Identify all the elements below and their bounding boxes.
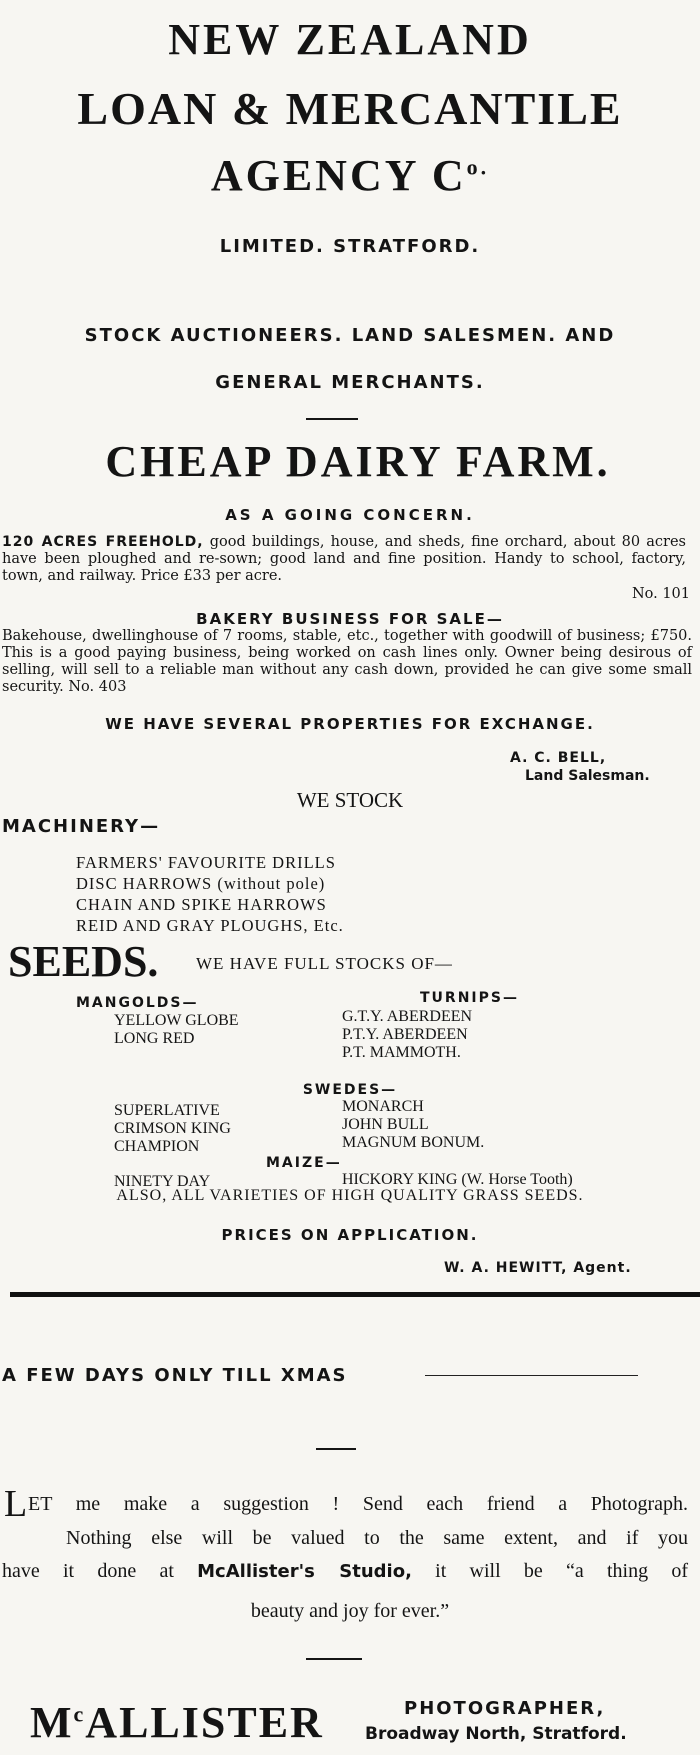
- services-line1: STOCK AUCTIONEERS. LAND SALESMEN. AND: [84, 325, 616, 346]
- suggestion-text: it will be “a thing of: [411, 1560, 688, 1582]
- turnip-item: G.T.Y. ABERDEEN: [342, 1008, 473, 1025]
- turnip-item: P.T. MAMMOTH.: [342, 1044, 461, 1061]
- brand-prefix: M: [30, 1698, 74, 1747]
- machinery-item: DISC HARROWS (without pole): [76, 874, 326, 893]
- suggestion-line1: ET me make a suggestion ! Send each friend a Photograph.: [28, 1493, 688, 1515]
- brand-rest: ALLISTER: [85, 1698, 324, 1747]
- swede-item: CHAMPION: [114, 1138, 200, 1155]
- bakery-description: Bakehouse, dwellinghouse of 7 rooms, stable, etc., together with goodwill of business; £750. This is a good paying business, being worked on cash lines only. Owner being desirous of selling, will sell to a reliable man without any cash down, provided he can give some small security. No. 403: [2, 628, 692, 695]
- bell-title: Land Salesman.: [525, 768, 650, 784]
- agent-signature: W. A. HEWITT, Agent.: [444, 1260, 632, 1276]
- turnips-list: [342, 1008, 472, 1062]
- seeds-intro: WE HAVE FULL STOCKS OF—: [196, 954, 453, 973]
- swedes-left-list: [114, 1102, 231, 1156]
- headline-rule: [425, 1375, 638, 1376]
- brand-mcallister: [30, 1697, 324, 1748]
- suggestion-line2: Nothing else will be valued to the same extent, and if you: [66, 1527, 688, 1549]
- mangold-item: LONG RED: [114, 1030, 195, 1047]
- machinery-heading: MACHINERY—: [2, 816, 161, 837]
- suggestion-line3: [2, 1560, 688, 1583]
- company-name-co-suffix: o.: [466, 154, 490, 180]
- maize-right: HICKORY KING (W. Horse Tooth): [342, 1171, 573, 1188]
- machinery-item: CHAIN AND SPIKE HARROWS: [76, 895, 327, 914]
- mangolds-list: [114, 1012, 239, 1048]
- turnips-heading: TURNIPS—: [420, 990, 519, 1006]
- exchange-notice: WE HAVE SEVERAL PROPERTIES FOR EXCHANGE.: [105, 715, 595, 733]
- farm-lead: 120 ACRES FREEHOLD,: [2, 534, 204, 550]
- company-name-line1: NEW ZEALAND: [168, 15, 532, 64]
- farm-subtitle: AS A GOING CONCERN.: [225, 506, 475, 524]
- swede-item: SUPERLATIVE: [114, 1102, 220, 1119]
- seeds-heading: SEEDS.: [8, 937, 159, 986]
- prices-on-application: PRICES ON APPLICATION.: [221, 1226, 479, 1244]
- grass-seeds: ALSO, ALL VARIETIES OF HIGH QUALITY GRASS SEEDS.: [116, 1187, 584, 1204]
- drop-cap: L: [4, 1483, 28, 1525]
- section-divider: [10, 1292, 700, 1297]
- farm-desc-text: good buildings, house, and sheds, fine orchard, about 80 acres have been ploughed and re-sown; good land and fine position. Handy to school, factory, town, and railway. Price £33 per acre.: [2, 534, 686, 584]
- photographer-role: PHOTOGRAPHER,: [404, 1698, 606, 1719]
- swede-item: JOHN BULL: [342, 1116, 429, 1133]
- suggestion-line4: beauty and joy for ever.”: [250, 1600, 450, 1622]
- brand-sup: c: [73, 1701, 86, 1727]
- services-line2: GENERAL MERCHANTS.: [215, 372, 485, 393]
- farm-number: No. 101: [631, 586, 690, 602]
- divider-short: [306, 1658, 362, 1660]
- farm-title: CHEAP DAIRY FARM.: [105, 437, 611, 486]
- bell-name: A. C. BELL,: [510, 750, 607, 766]
- studio-name: McAllister's Studio,: [197, 1561, 412, 1582]
- maize-left: NINETY DAY: [114, 1173, 211, 1190]
- machinery-item: REID AND GRAY PLOUGHS, Etc.: [76, 916, 344, 935]
- machinery-list: [76, 852, 344, 936]
- mangold-item: YELLOW GLOBE: [114, 1012, 239, 1029]
- turnip-item: P.T.Y. ABERDEEN: [342, 1026, 468, 1043]
- swedes-right-list: [342, 1098, 484, 1152]
- swede-item: CRIMSON KING: [114, 1120, 231, 1137]
- divider-short: [316, 1448, 356, 1450]
- machinery-item: FARMERS' FAVOURITE DRILLS: [76, 853, 336, 872]
- swede-item: MONARCH: [342, 1098, 424, 1115]
- suggestion-text: have it done at: [2, 1560, 198, 1582]
- company-name-line3: [0, 150, 700, 201]
- divider-short: [306, 418, 358, 420]
- limited-stratford: LIMITED. STRATFORD.: [219, 236, 481, 257]
- mangolds-heading: MANGOLDS—: [76, 995, 199, 1011]
- studio-address: Broadway North, Stratford.: [365, 1724, 627, 1744]
- farm-description: [2, 534, 686, 585]
- company-name-line2: LOAN & MERCANTILE: [77, 83, 623, 134]
- maize-heading: MAIZE—: [266, 1155, 342, 1171]
- swedes-heading: SWEDES—: [302, 1082, 398, 1098]
- company-name-agency: AGENCY C: [210, 151, 467, 200]
- we-stock: WE STOCK: [296, 788, 404, 812]
- xmas-headline: A FEW DAYS ONLY TILL XMAS: [2, 1365, 348, 1386]
- bakery-title: BAKERY BUSINESS FOR SALE—: [196, 610, 504, 628]
- swede-item: MAGNUM BONUM.: [342, 1134, 485, 1151]
